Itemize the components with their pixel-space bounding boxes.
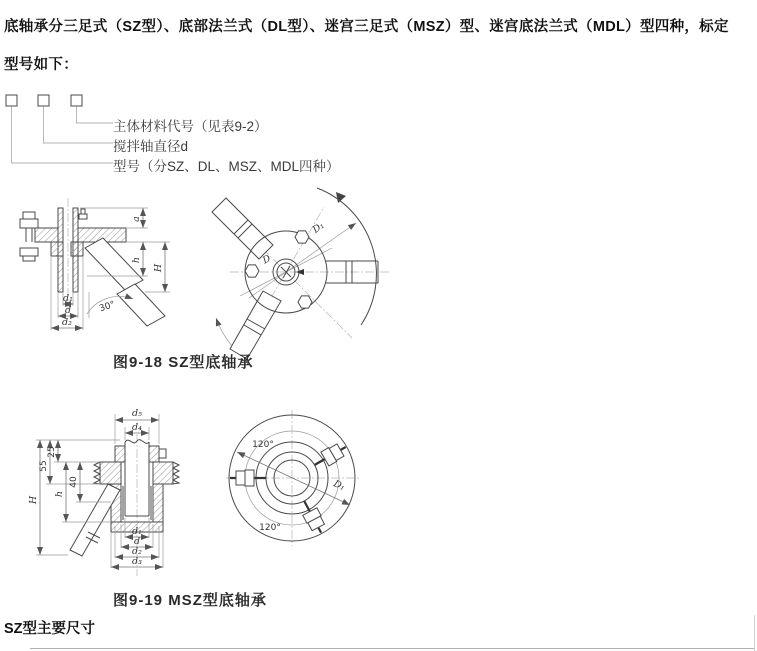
intro-paragraph [4, 8, 754, 84]
intro-line-2: 型号如下： [4, 57, 78, 73]
dim-label-D1: D₁ [310, 220, 327, 236]
designation-box-1 [6, 95, 17, 106]
figure2-top-view [222, 400, 402, 560]
dim-label-d2b: d₂ [132, 546, 142, 557]
dim-label-d: d [64, 305, 72, 316]
dim-label-25: 25 [47, 446, 57, 458]
dim-label-db: d [133, 536, 141, 547]
dim-label-D1b: D₁ [331, 478, 347, 494]
dim-label-120-top: 120° [252, 440, 274, 450]
dim-label-120-bottom: 120° [259, 523, 281, 533]
dim-label-d4: d₄ [132, 422, 142, 433]
figure2-section-view [10, 396, 215, 586]
dim-label-40: 40 [69, 476, 79, 488]
connector-line-model [12, 106, 114, 163]
designation-label-model: 型号（分SZ、DL、MSZ、MDL四种） [113, 159, 340, 174]
page-right-border [754, 615, 755, 651]
dim-label-d2: d₂ [62, 317, 72, 328]
connector-line-material [77, 106, 114, 123]
dim-label-55: 55 [39, 460, 49, 472]
dim-label-d5: d₅ [132, 408, 142, 419]
dim-label-angle30: 30° [98, 299, 117, 315]
dim-label-a: a [131, 216, 142, 222]
designation-label-material: 主体材料代号（见表9-2） [113, 119, 268, 134]
figure1-section-view [5, 192, 200, 352]
dim-label-d1: d₁ [63, 293, 73, 304]
dim-label-H: H [153, 263, 164, 273]
dim-label-H2: H [28, 495, 39, 505]
designation-connector-diagram [5, 92, 117, 170]
section-heading: SZ型主要尺寸 [4, 621, 96, 637]
intro-line-1: 底轴承分三足式（SZ型）、底部法兰式（DL型）、迷宫三足式（MSZ）型、迷宫底法兰式（MDL）型四种，标定 [4, 19, 729, 35]
designation-label-shaft: 搅拌轴直径d [113, 139, 189, 154]
dim-label-D: D [260, 253, 273, 267]
table-top-border [30, 648, 755, 649]
dim-label-d3b: d₃ [132, 556, 142, 567]
designation-box-3 [71, 95, 82, 106]
dim-label-d1b: d₁ [132, 526, 142, 537]
dim-label-h2: h [54, 490, 65, 498]
figure1-top-view [200, 186, 425, 371]
figure1-caption: 图9-18 SZ型底轴承 [113, 354, 254, 371]
dim-label-h: h [131, 256, 142, 264]
connector-line-shaft [44, 106, 114, 143]
designation-box-2 [38, 95, 49, 106]
figure2-caption: 图9-19 MSZ型底轴承 [113, 592, 267, 609]
